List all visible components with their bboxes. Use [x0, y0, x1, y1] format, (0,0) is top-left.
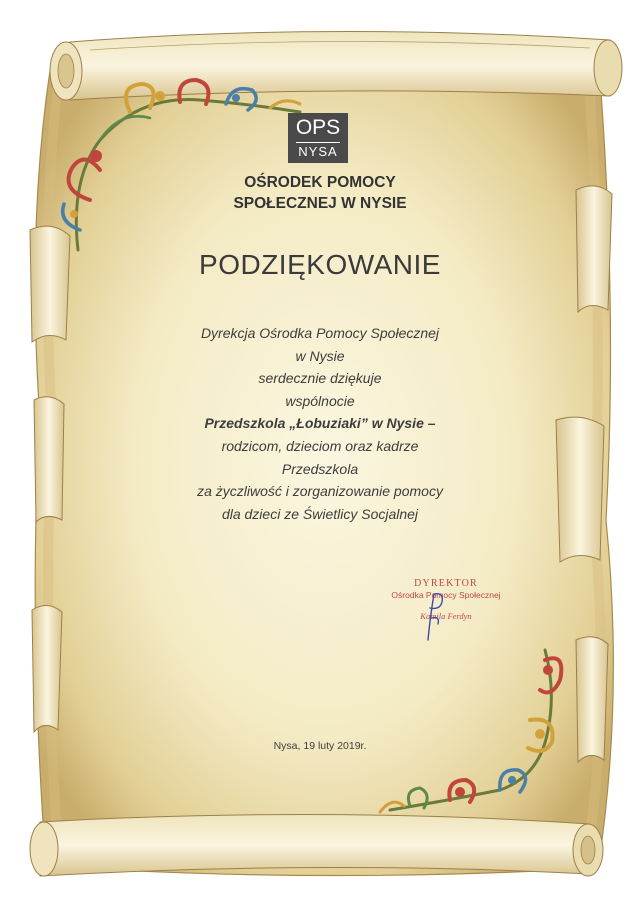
organization-name: [150, 172, 490, 214]
document-title: PODZIĘKOWANIE: [199, 249, 441, 280]
acknowledgement-body: [120, 322, 520, 525]
body-line-2: w Nysie: [295, 347, 345, 364]
stamp-organization: Ośrodka Pomocy Społecznej: [391, 590, 501, 600]
logo-text-bottom: NYSA: [298, 144, 338, 159]
stamp-title: DYREKTOR: [414, 578, 478, 589]
handwritten-signature: [420, 588, 450, 648]
body-line-3: serdecznie dziękuje: [258, 370, 382, 387]
body-line-1: Dyrekcja Ośrodka Pomocy Społecznej: [200, 325, 440, 341]
body-line-7: Przedszkola: [281, 460, 359, 477]
org-name-line-2: SPOŁECZNEJ W NYSIE: [233, 195, 407, 212]
body-line-8: za życzliwość i zorganizowanie pomocy: [197, 483, 443, 500]
stamp-name: Kamila Ferdyn: [420, 611, 472, 621]
org-name-line-1: OŚRODEK POMOCY: [244, 174, 396, 191]
body-line-9: dla dzieci ze Świetlicy Socjalnej: [221, 505, 419, 522]
issue-date: Nysa, 19 luty 2019r.: [273, 740, 367, 752]
ops-logo: [288, 113, 348, 163]
body-line-4: wspólnocie: [285, 392, 355, 409]
logo-divider: [296, 142, 340, 143]
logo-text-top: OPS: [295, 116, 341, 139]
body-line-5: Przedszkola „Łobuziaki” w Nysie –: [204, 415, 436, 432]
body-line-6: rodzicom, dzieciom oraz kadrze: [221, 437, 419, 454]
